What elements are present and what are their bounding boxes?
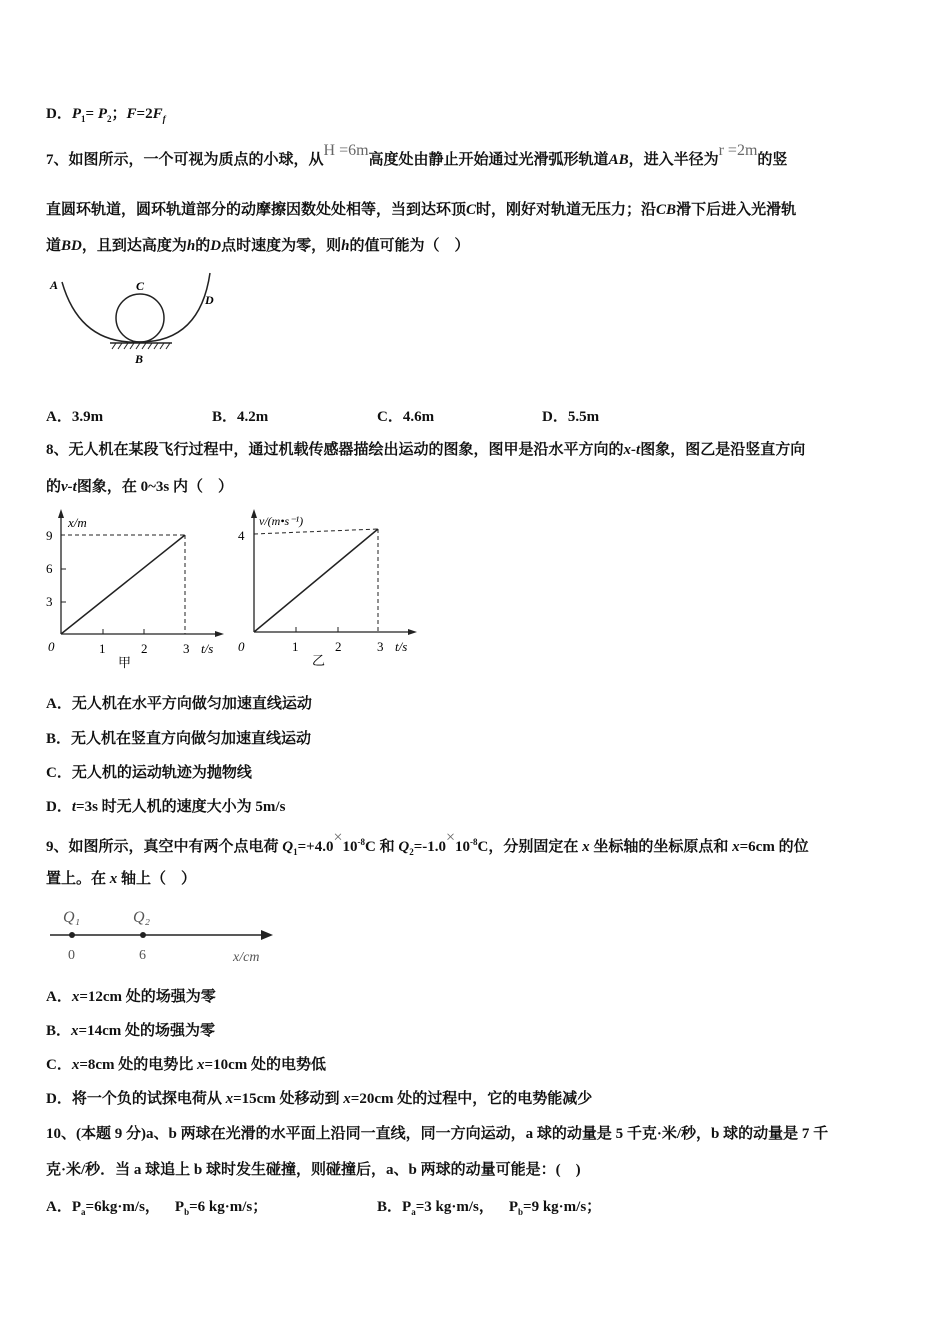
y-axis-label: v/(m•s⁻¹)	[259, 514, 304, 528]
text-segment: 1	[81, 114, 86, 124]
text-line	[46, 987, 216, 1007]
text-segment: 的	[195, 238, 211, 254]
text-segment: 置上。在	[46, 871, 110, 887]
text-segment: 10	[342, 839, 358, 855]
text-segment: A．	[46, 989, 72, 1005]
y-tick: 3	[46, 594, 53, 609]
text-line	[46, 1021, 215, 1041]
q7-option-b: B．4.2m	[212, 409, 269, 425]
y-axis-label: x/m	[68, 515, 87, 530]
y-tick: 6	[46, 561, 53, 576]
text-line	[46, 104, 166, 129]
x-tick: 3	[377, 639, 384, 654]
text-segment: B．	[46, 1023, 72, 1039]
text-segment: x	[197, 1057, 205, 1073]
text-segment: =10cm 处的电势低	[204, 1057, 326, 1073]
text-segment: f	[162, 114, 166, 124]
text-segment: =+4.0	[297, 839, 334, 855]
text-segment: =14cm 处的场强为零	[78, 1023, 215, 1039]
axis-label: x/cm	[233, 950, 260, 965]
text-segment: =6cm 的位	[739, 839, 809, 855]
label-q1: Q₁	[63, 909, 81, 926]
tick-6: 6	[139, 948, 146, 963]
text-segment: x	[109, 871, 118, 887]
text-segment: 1	[293, 847, 298, 857]
math-expression: H =6m	[323, 142, 369, 159]
q10-option-b: B．$P_a=3$ kg·m/s， $P_b=9$ kg·m/s；	[377, 1199, 602, 1217]
text-segment: 的	[46, 479, 62, 495]
text-line	[46, 1124, 828, 1144]
x-axis-label: t/s	[201, 641, 214, 656]
text-segment: C．无人机的运动轨迹为抛物线	[46, 765, 252, 781]
text-segment: 点时速度为零，则	[221, 238, 342, 254]
text-segment: ，进入半径为	[628, 152, 719, 168]
text-segment: =20cm 处的过程中，它的电势能减少	[350, 1091, 593, 1107]
math-expression: ×	[445, 829, 456, 846]
text-segment: D	[210, 238, 222, 254]
text-segment: 道	[46, 238, 62, 254]
x-tick: 1	[99, 641, 106, 656]
text-segment: C，分别固定在	[477, 839, 583, 855]
text-segment: 9、如图所示，真空中有两个点电荷	[46, 839, 283, 855]
text-segment: Q	[398, 839, 410, 855]
x-tick: 1	[292, 639, 299, 654]
x-tick: 2	[141, 641, 148, 656]
text-segment: =8cm 处的电势比	[79, 1057, 198, 1073]
text-segment: ；	[111, 106, 127, 122]
q10-option-a: A．$P_a=6kg\cdot m/s$， $P_b=6$ kg·m/s；	[46, 1199, 268, 1217]
text-segment: 时，刚好对轨道无压力；沿	[476, 202, 657, 218]
text-segment: x	[732, 839, 740, 855]
text-segment: 直圆环轨道，圆环轨道部分的动摩擦因数处处相等，当到达环顶	[46, 202, 467, 218]
text-segment: -8	[470, 837, 478, 847]
q7-option-c: C．4.6m	[377, 409, 435, 425]
label-a: A	[50, 278, 59, 292]
text-line	[46, 142, 788, 170]
caption-jia: 甲	[118, 655, 132, 670]
text-line	[46, 1089, 592, 1109]
text-segment: 坐标轴的坐标原点和	[589, 839, 733, 855]
text-segment: 滑下后进入光滑轨	[676, 202, 797, 218]
text-line	[46, 477, 233, 497]
y-tick: 4	[238, 528, 245, 543]
text-segment: h	[341, 238, 350, 254]
text-line	[46, 694, 312, 714]
text-segment: AB	[608, 152, 629, 168]
text-segment: 图象，在 0~3s 内（ ）	[76, 479, 233, 495]
text-segment: 轴上（ ）	[117, 871, 197, 887]
vt-graph	[235, 505, 425, 675]
text-segment: 10、(本题 9 分)a、b 两球在光滑的水平面上沿同一直线，同一方向运动，a 球的动量是 5 千克·米/秒，b 球的动量是 7 千	[46, 1126, 829, 1142]
xt-graph	[40, 505, 230, 675]
text-segment: =12cm 处的场强为零	[79, 989, 216, 1005]
text-segment: =3s 时无人机的速度大小为 5m/s	[76, 799, 286, 815]
text-line	[46, 869, 196, 889]
text-segment: 图象，图乙是沿竖直方向	[640, 442, 806, 458]
text-line	[46, 200, 796, 220]
text-segment: x	[225, 1091, 234, 1107]
text-segment: 8、无人机在某段飞行过程中，通过机载传感器描绘出运动的图象，图甲是沿水平方向的	[46, 442, 624, 458]
text-segment: 2	[409, 847, 414, 857]
text-segment: 2	[107, 114, 112, 124]
label-d: D	[205, 293, 214, 307]
math-expression: r =2m	[718, 142, 758, 159]
x-axis-label: t/s	[395, 639, 408, 654]
text-segment: D．	[46, 106, 72, 122]
math-expression: ×	[333, 829, 343, 846]
text-segment: =-1.0	[413, 839, 446, 855]
q7-option-a: A．3.9m	[46, 409, 104, 425]
y-tick: 9	[46, 528, 53, 543]
vt-line	[254, 529, 378, 632]
origin-label: 0	[48, 639, 55, 654]
text-segment: x	[582, 839, 590, 855]
charge-axis-diagram	[45, 900, 285, 970]
x-tick: 3	[183, 641, 190, 656]
text-segment: Q	[282, 839, 294, 855]
text-segment: P	[71, 106, 82, 122]
origin-label: 0	[238, 639, 245, 654]
text-segment: 7、如图所示，一个可视为质点的小球，从	[46, 152, 324, 168]
label-c: C	[136, 279, 145, 293]
text-segment: =15cm 处移动到	[233, 1091, 344, 1107]
text-segment: ，且到达高度为	[81, 238, 187, 254]
text-segment: BD	[61, 238, 82, 254]
text-line	[46, 729, 311, 749]
text-segment: x	[71, 1023, 79, 1039]
text-segment: x	[71, 989, 80, 1005]
text-segment: A．无人机在水平方向做匀加速直线运动	[46, 696, 312, 712]
text-segment: D．	[46, 799, 72, 815]
text-line	[46, 1160, 581, 1180]
xt-line	[61, 535, 185, 634]
label-b: B	[135, 352, 144, 366]
text-segment: 克·米/秒．当 a 球追上 b 球时发生碰撞，则碰撞后，a、b 两球的动量可能是：( )	[46, 1162, 581, 1178]
text-line	[46, 440, 805, 460]
text-segment: x-t	[623, 442, 641, 458]
charge-q2	[140, 932, 146, 938]
text-segment: 的竖	[757, 152, 788, 168]
text-line	[46, 829, 809, 862]
text-segment: 高度处由静止开始通过光滑弧形轨道	[368, 152, 609, 168]
text-line	[46, 236, 469, 256]
text-segment: C．	[46, 1057, 72, 1073]
text-segment: x	[343, 1091, 351, 1107]
track-diagram	[40, 265, 240, 375]
text-segment: =2	[136, 106, 153, 122]
text-segment: D．将一个负的试探电荷从	[46, 1091, 226, 1107]
text-segment: 的值可能为（ ）	[349, 238, 470, 254]
x-tick: 2	[335, 639, 342, 654]
text-line	[46, 1055, 326, 1075]
text-segment: x	[71, 1057, 80, 1073]
text-segment: F	[152, 106, 163, 122]
text-segment: =	[85, 106, 98, 122]
text-segment: h	[186, 238, 196, 254]
text-segment: B．无人机在竖直方向做匀加速直线运动	[46, 731, 312, 747]
text-line	[46, 797, 285, 817]
label-q2: Q₂	[133, 909, 151, 926]
q7-option-d: D．5.5m	[542, 409, 600, 425]
text-segment: v-t	[61, 479, 77, 495]
text-line	[46, 763, 252, 783]
text-segment: t	[71, 799, 77, 815]
text-segment: P	[97, 106, 107, 122]
caption-yi: 乙	[312, 653, 326, 668]
text-segment: 10	[455, 839, 471, 855]
text-segment: CB	[656, 202, 677, 218]
text-segment: C 和	[365, 839, 399, 855]
tick-0: 0	[68, 948, 75, 963]
charge-q1	[69, 932, 75, 938]
text-segment: F	[126, 106, 137, 122]
text-segment: C	[466, 202, 477, 218]
text-segment: -8	[357, 837, 365, 847]
